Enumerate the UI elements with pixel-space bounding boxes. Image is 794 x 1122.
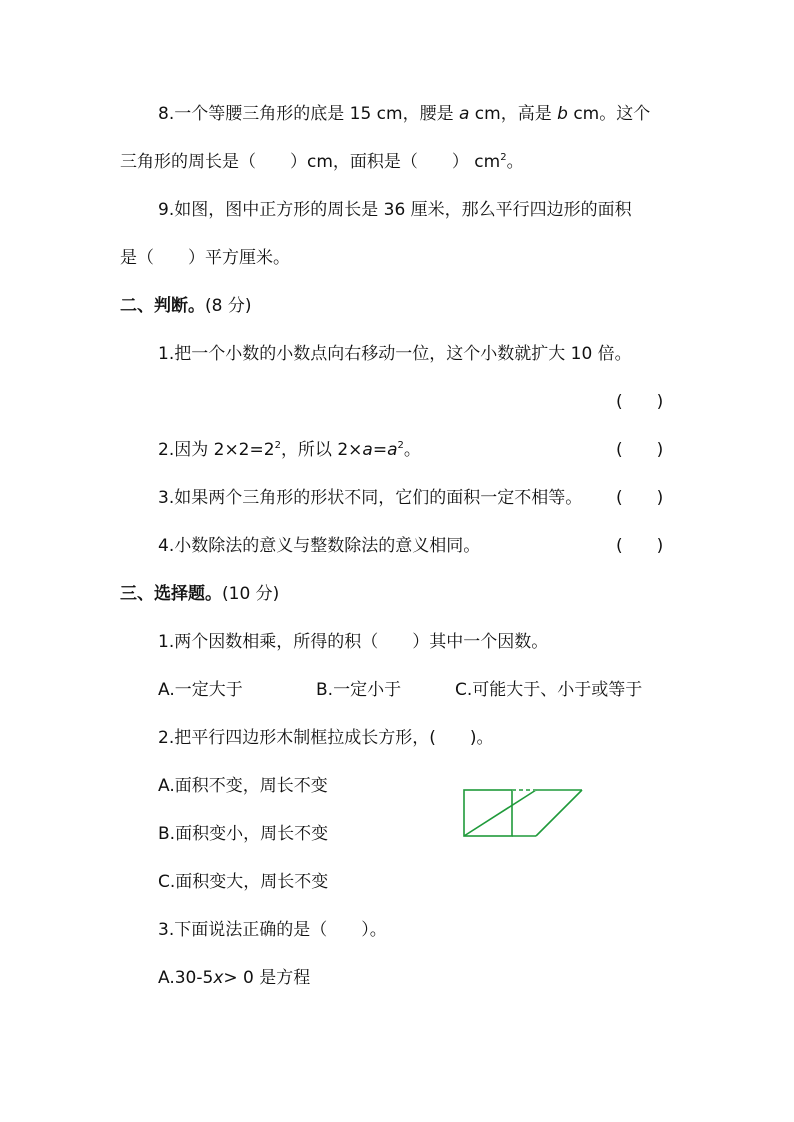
judge-2-post: 。 bbox=[403, 440, 421, 460]
choice-q2-option-b: B.面积变小，周长不变 bbox=[158, 824, 329, 844]
choice-q1-option-a: A.一定大于 bbox=[158, 680, 243, 700]
q8-line2-end: 。 bbox=[506, 152, 524, 172]
q3-opt-a-post: > 0 是方程 bbox=[223, 968, 311, 988]
q8-line1 bbox=[158, 102, 650, 126]
judge-item-4-paren: ( ) bbox=[616, 536, 664, 556]
choice-q1-option-c: C.可能大于、小于或等于 bbox=[455, 680, 643, 700]
parallelogram-figure bbox=[462, 788, 586, 840]
section2-score: (8 分) bbox=[205, 296, 252, 316]
choice-q2-stem: 2.把平行四边形木制框拉成长方形，( )。 bbox=[158, 728, 494, 748]
section3-heading bbox=[120, 582, 279, 606]
q8-line2 bbox=[120, 150, 524, 174]
judge-2-sup1: 2 bbox=[274, 440, 281, 451]
choice-q3-stem: 3.下面说法正确的是（ ）。 bbox=[158, 920, 387, 940]
choice-q3-option-a bbox=[158, 966, 310, 990]
section3-score: (10 分) bbox=[222, 584, 280, 604]
judge-item-2 bbox=[158, 438, 421, 462]
section3-title: 三、选择题。 bbox=[120, 584, 222, 604]
section2-title: 二、判断。 bbox=[120, 296, 205, 316]
q8-text-3: cm。这个 bbox=[567, 104, 651, 124]
choice-q2-option-a: A.面积不变，周长不变 bbox=[158, 776, 328, 796]
judge-2-pre: 2.因为 2×2=2 bbox=[158, 440, 275, 460]
figure-slanted-side bbox=[536, 790, 582, 836]
q8-line2-text: 三角形的周长是（ ）cm，面积是（ ） cm bbox=[120, 152, 501, 172]
judge-2-sup2: 2 bbox=[397, 440, 404, 451]
figure-diagonal bbox=[464, 790, 536, 836]
judge-item-1: 1.把一个小数的小数点向右移动一位，这个小数就扩大 10 倍。 bbox=[158, 344, 632, 364]
q9-line2: 是（ ）平方厘米。 bbox=[120, 248, 290, 268]
q8-text-2: cm，高是 bbox=[469, 104, 558, 124]
judge-2-var2: a bbox=[387, 440, 398, 460]
q9-line1: 9.如图，图中正方形的周长是 36 厘米，那么平行四边形的面积 bbox=[158, 200, 632, 220]
judge-item-2-paren: ( ) bbox=[616, 440, 664, 460]
q8-text-1: 8.一个等腰三角形的底是 15 cm，腰是 bbox=[158, 104, 459, 124]
choice-q1-stem: 1.两个因数相乘，所得的积（ ）其中一个因数。 bbox=[158, 632, 549, 652]
q8-var-b: b bbox=[557, 104, 568, 124]
section2-heading bbox=[120, 294, 251, 318]
judge-item-3-paren: ( ) bbox=[616, 488, 664, 508]
judge-2-var1: a bbox=[362, 440, 373, 460]
q8-var-a: a bbox=[458, 104, 470, 124]
judge-item-4: 4.小数除法的意义与整数除法的意义相同。 bbox=[158, 536, 481, 556]
choice-q2-option-c: C.面积变大，周长不变 bbox=[158, 872, 329, 892]
figure-rectangle bbox=[464, 790, 512, 836]
judge-2-eq: = bbox=[372, 440, 388, 460]
judge-2-mid: ，所以 2× bbox=[280, 440, 363, 460]
choice-q1-option-b: B.一定小于 bbox=[316, 680, 402, 700]
q3-opt-a-pre: A.30-5 bbox=[158, 968, 214, 988]
judge-item-1-paren: ( ) bbox=[616, 392, 664, 412]
judge-item-3: 3.如果两个三角形的形状不同，它们的面积一定不相等。 bbox=[158, 488, 583, 508]
q3-opt-a-var: x bbox=[213, 968, 224, 988]
q8-sup: 2 bbox=[500, 152, 507, 163]
